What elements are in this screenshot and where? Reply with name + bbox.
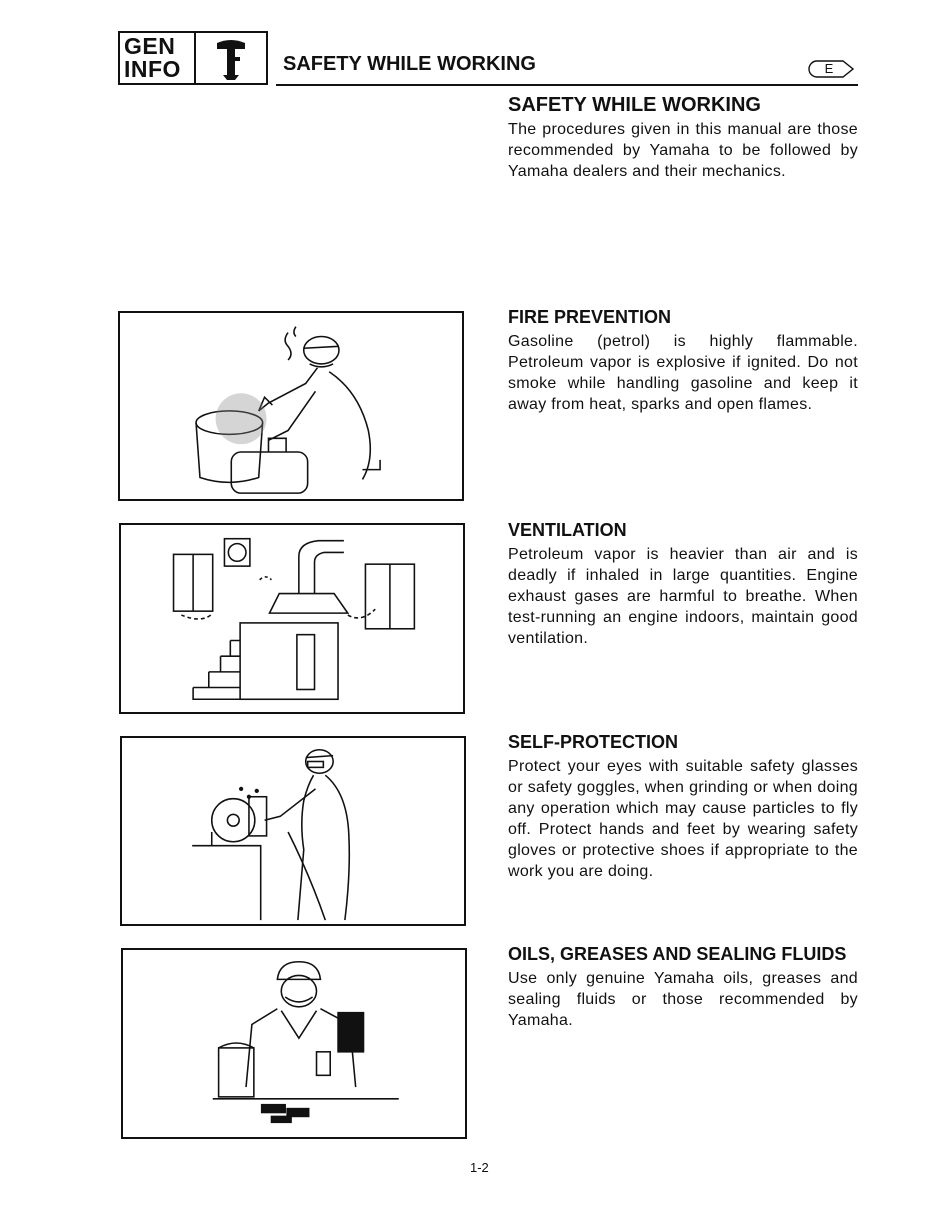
section-self-protection [508, 731, 858, 882]
section-tag-line1: GEN [124, 33, 176, 59]
section-body: Petroleum vapor is heavier than air and is deadly if inhaled in large quantities. Engine exhaust gases are harmful to breathe. When test-running an engine indoors, maintain good ventilation. [508, 546, 858, 647]
header-rule [276, 84, 858, 86]
section-body: Protect your eyes with suitable safety glasses or safety goggles, when grinding or when doing any operation which may cause particles to fly off. Protect hands and feet by wearing safety gloves or protective shoes if appropriate to the work you are doing. [508, 758, 858, 880]
header-title: SAFETY WHILE WORKING [283, 53, 536, 75]
outboard-motor-icon [196, 33, 266, 83]
section-title: SAFETY WHILE WORKING [508, 94, 761, 116]
section-fire-prevention [508, 306, 858, 415]
section-title: VENTILATION [508, 520, 627, 540]
section-tag [118, 31, 268, 85]
page-number: 1-2 [470, 1160, 489, 1175]
section-title: FIRE PREVENTION [508, 307, 672, 327]
fire-prevention-illustration [118, 311, 464, 501]
section-tag-text [120, 33, 196, 83]
section-body: The procedures given in this manual are those recommended by Yamaha to be followed by Yamaha dealers and their mechanics. [508, 121, 858, 180]
section-title: OILS, GREASES AND SEALING FLUIDS [508, 944, 847, 964]
ventilation-illustration [119, 523, 465, 714]
section-oils-greases [508, 943, 858, 1031]
section-ventilation [508, 519, 858, 649]
section-body: Gasoline (petrol) is highly flammable. Petroleum vapor is explosive if ignited. Do not smoke while handling gasoline and keep it away from heat, sparks and open flames. [508, 333, 858, 413]
section-body: Use only genuine Yamaha oils, greases and sealing fluids or those recommended by Yamaha. [508, 970, 858, 1029]
language-badge [808, 60, 854, 78]
section-tag-line2: INFO [124, 56, 181, 82]
section-safety-while-working [508, 93, 858, 182]
self-protection-illustration [120, 736, 466, 926]
oils-greases-illustration [121, 948, 467, 1139]
section-title: SELF-PROTECTION [508, 732, 678, 752]
language-badge-text: E [824, 61, 834, 76]
